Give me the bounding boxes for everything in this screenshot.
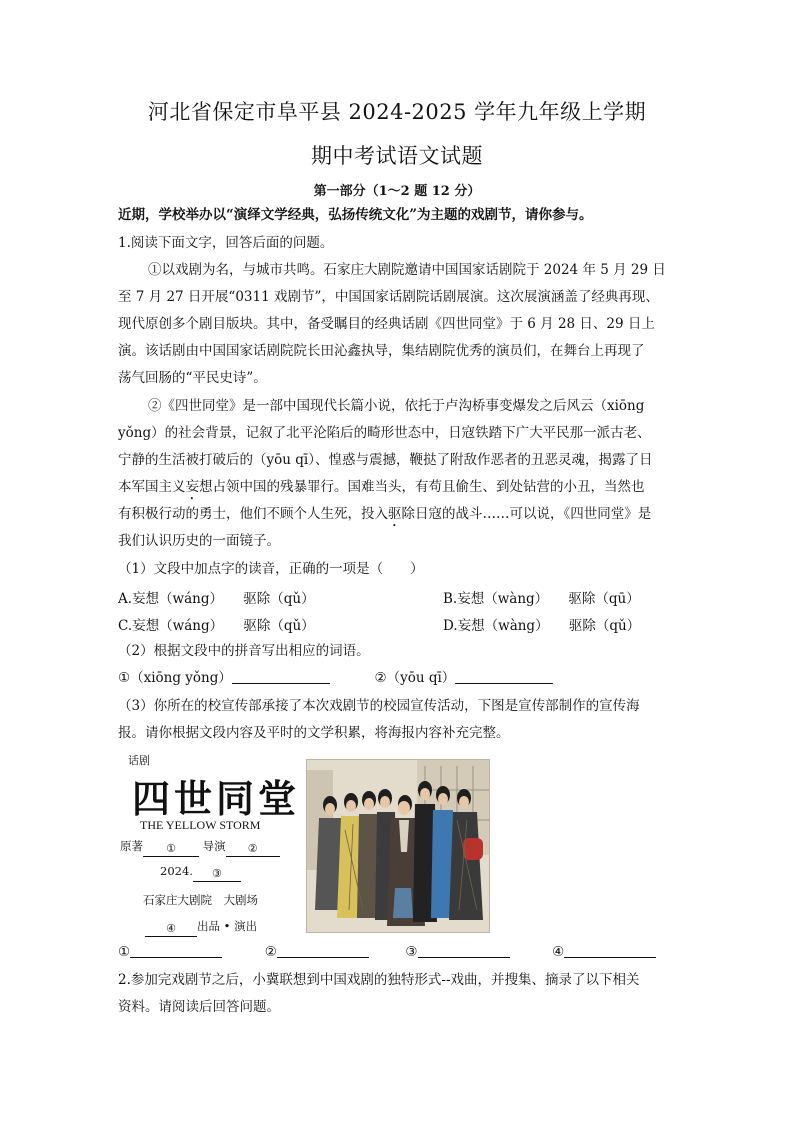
answer-label-4: ④ (552, 944, 565, 960)
pinyin-prompt-2: ②（yōu qī） (374, 670, 456, 686)
para2-text: 有积极行动的勇士，他们不顾个人生死，投入 (118, 506, 388, 522)
para1-line: 荡气回肠的“平民史诗”。 (118, 370, 267, 386)
answer-label-3: ③ (405, 944, 418, 960)
answer-label-2: ② (264, 944, 277, 960)
poster-answer-blanks (118, 942, 678, 962)
para2-text: 本军国主义 (118, 479, 186, 495)
family-portrait-image (307, 760, 489, 932)
sub-question-1: （1）文段中加点字的读音，正确的一项是（ ） (118, 561, 424, 577)
poster-blank-2[interactable]: ② (226, 842, 280, 857)
poster-blank-4[interactable]: ④ (145, 922, 197, 937)
poster-answer-4[interactable] (564, 943, 656, 958)
sub-question-3: 报。请你根据文段内容及平时的文学积累，将海报内容补充完整。 (118, 725, 510, 741)
option-c[interactable]: C.妄想（wáng） 驱除（qǔ） (118, 618, 315, 634)
para2-text: 除日寇的战斗……可以说，《四世同堂》是 (401, 506, 652, 522)
para1-line: 演。该话剧由中国国家话剧院院长田沁鑫执导，集结剧院优秀的演员们，在舞台上再现了 (118, 343, 645, 359)
exam-title-line1: 河北省保定市阜平县 2024-2025 学年九年级上学期 (147, 100, 647, 124)
intro-text: 近期，学校举办以“演绎文学经典，弘扬传统文化”为主题的戏剧节，请你参与。 (118, 207, 593, 223)
answer-label-1: ① (118, 944, 131, 960)
q1-stem: 1.阅读下面文字，回答后面的问题。 (118, 235, 334, 251)
poster-credits (120, 838, 280, 857)
exam-title-line2: 期中考试语文试题 (311, 144, 483, 168)
q2-stem: 资料。请阅读后回答问题。 (118, 999, 280, 1015)
para2-line: 我们认识历史的一面镜子。 (118, 533, 280, 549)
section-heading: 第一部分（1～2 题 12 分） (313, 184, 481, 199)
poster-family-illustration (306, 759, 490, 933)
para2-line: ②《四世同堂》是一部中国现代长篇小说，依托于卢沟桥事变爆发之后风云（xiōng (148, 398, 645, 414)
poster-director-label: 导演 (202, 839, 226, 853)
poster-blank-1[interactable]: ① (143, 842, 199, 857)
sub-question-2: （2）根据文段中的拼音写出相应的词语。 (118, 643, 370, 659)
para1-line: 至 7 月 27 日开展“0311 戏剧节”，中国国家话剧院话剧展演。这次展演涵盖了经典再现、 (118, 289, 659, 305)
poster-english-title: THE YELLOW STORM (140, 818, 261, 832)
option-b[interactable]: B.妄想（wàng） 驱除（qū） (443, 591, 640, 607)
sub-question-3: （3）你所在的校宣传部承接了本次戏剧节的校园宣传活动，下图是宣传部制作的宣传海 (118, 698, 640, 714)
option-a[interactable]: A.妄想（wáng） 驱除（qǔ） (118, 591, 315, 607)
poster-blank-3[interactable]: ③ (193, 867, 241, 882)
poster-genre: 话剧 (128, 754, 150, 767)
poster-answer-1[interactable] (130, 943, 222, 958)
pinyin-prompt-1: ①（xiōng yǒng） (118, 670, 232, 686)
poster-year: 2024. (160, 864, 193, 878)
poster-answer-2[interactable] (277, 943, 369, 958)
option-d[interactable]: D.妄想（wàng） 驱除（qǔ） (443, 618, 641, 634)
poster-author-label: 原著 (120, 839, 143, 853)
q2-stem: 2.参加完戏剧节之后，小冀联想到中国戏剧的独特形式--戏曲，并搜集、摘录了以下相关 (118, 972, 640, 988)
poster-venue: 石家庄大剧院 大剧场 (143, 893, 258, 907)
poster-date (160, 864, 241, 882)
poster-producer (145, 918, 257, 937)
para2-text: 想占领中国的残暴罪行。国难当头，有苟且偷生、到处钻营的小丑，当然也 (199, 479, 645, 495)
para2-line: yǒng）的社会背景，记叙了北平沦陷后的畸形世态中，日寇铁踏下广大平民那一派古老、 (118, 425, 651, 441)
para2-line: 宁静的生活被打破后的（yōu qī）、惶惑与震撼，鞭挞了附敌作恶者的丑恶灵魂，揭露了日 (118, 452, 653, 468)
answer-blank-2[interactable] (455, 669, 553, 684)
para1-line: 现代原创多个剧目版块。其中，备受瞩目的经典话剧《四世同堂》于 6 月 28 日、29 日上 (118, 316, 655, 332)
dotted-char-qu: 驱 (388, 506, 402, 522)
poster-answer-3[interactable] (418, 943, 510, 958)
sub-question-2-blanks (118, 668, 678, 688)
para2-line (118, 477, 678, 503)
para1-line: ①以戏剧为名，与城市共鸣。石家庄大剧院邀请中国国家话剧院于 2024 年 5 月 29 日 (148, 262, 666, 278)
dotted-char-wang: 妄 (185, 479, 199, 495)
poster-producer-text: 出品 • 演出 (197, 919, 258, 933)
para2-line (118, 504, 678, 530)
answer-blank-1[interactable] (232, 669, 330, 684)
poster-title: 四世同堂 (132, 777, 301, 821)
